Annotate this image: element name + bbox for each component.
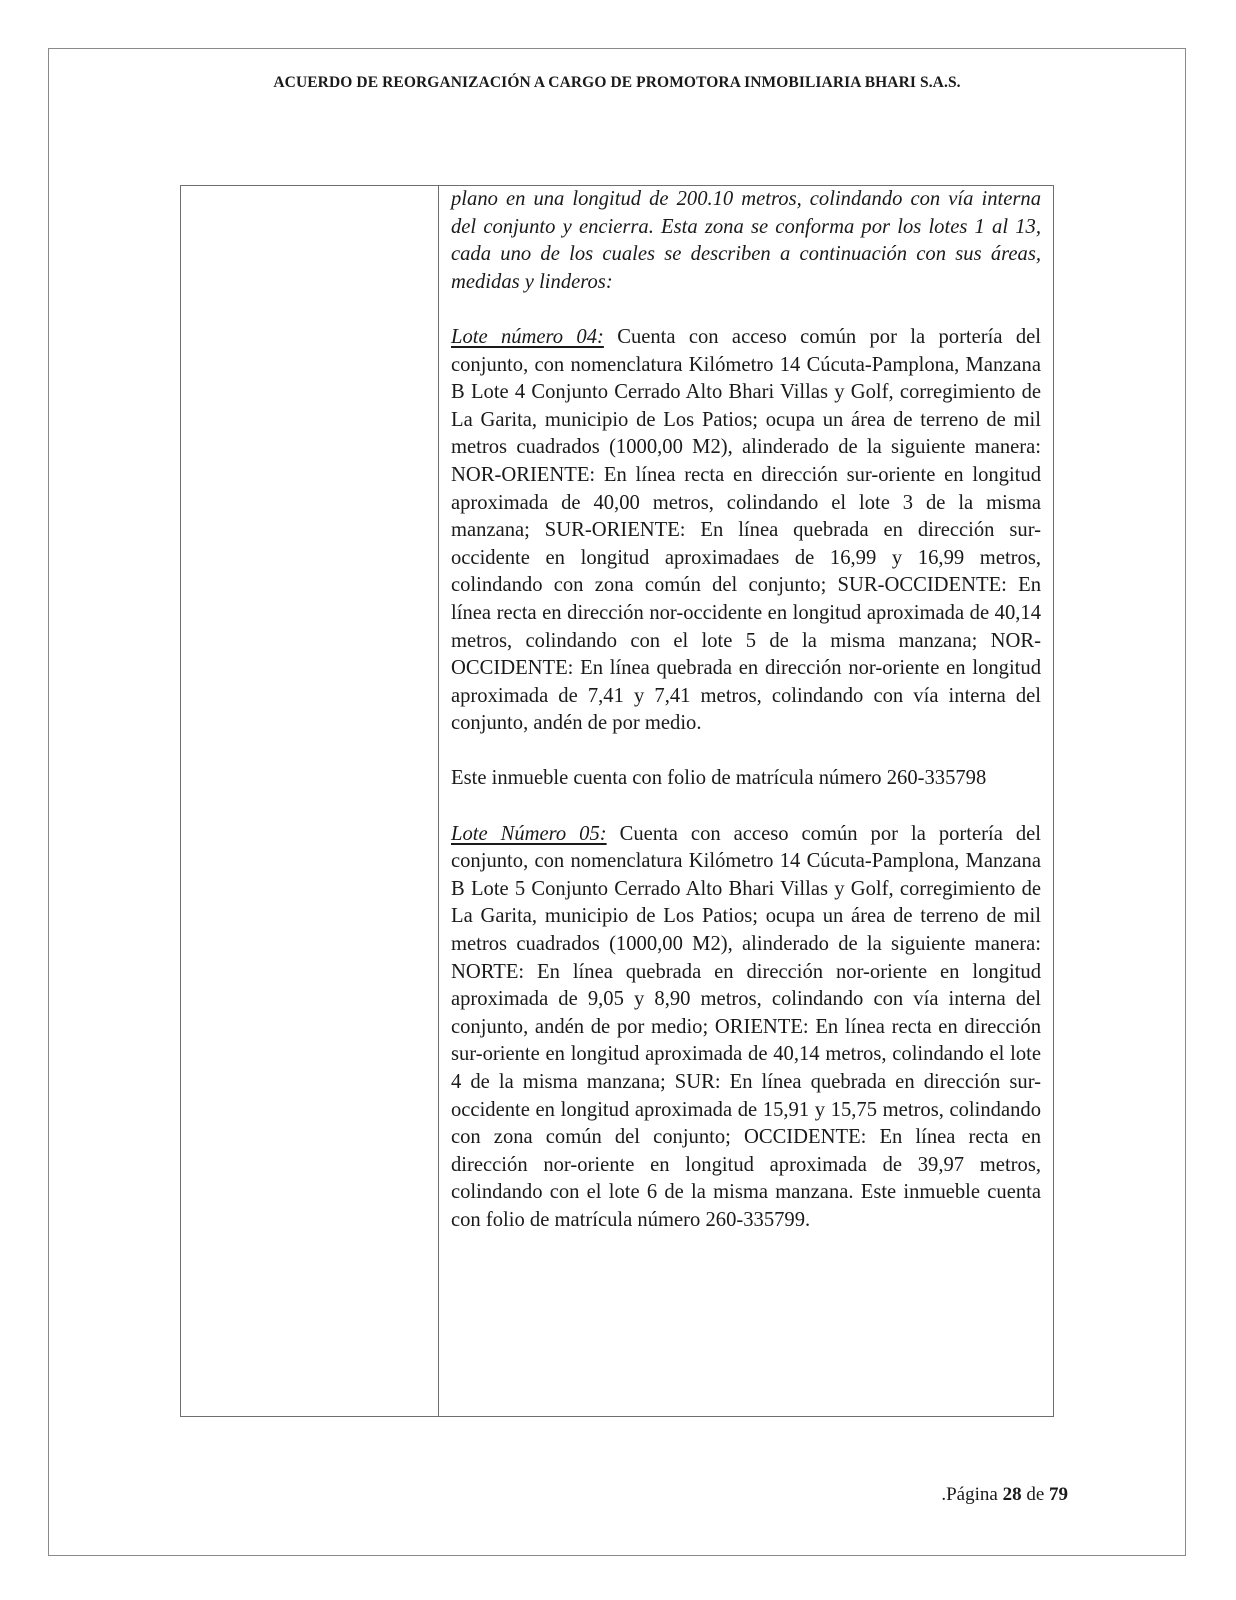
intro-paragraph: plano en una longitud de 200.10 metros, colindando con vía interna del conjunto y encierra. Esta zona se conforma por los lotes 1 al 13, cada uno de los cuales se describen a continuación con sus áreas, medidas y linderos:: [451, 188, 1041, 293]
lote-5-paragraph: [451, 821, 1041, 1235]
table-right-cell: [439, 186, 1053, 1416]
page-prefix: .Página: [941, 1484, 1003, 1505]
paragraph-gap: [451, 793, 1041, 821]
lote-4-paragraph: [451, 324, 1041, 738]
lote-5-heading: Lote Número 05:: [451, 822, 607, 845]
paragraph-gap: [451, 738, 1041, 766]
document-header-title: ACUERDO DE REORGANIZACIÓN A CARGO DE PROMOTORA INMOBILIARIA BHARI S.A.S.: [273, 74, 961, 91]
paragraph-gap: [451, 296, 1041, 324]
lote-4-body: Cuenta con acceso común por la portería del conjunto, con nomenclatura Kilómetro 14 Cúcuta-Pamplona, Manzana B Lote 4 Conjunto Cerrado Alto Bhari Villas y Golf, corregimiento de La Garita, municipio de Los Patios; ocupa un área de terreno de mil metros cuadrados (1000,00 M2), alinderado de la siguiente manera: NOR-ORIENTE: En línea recta en dirección sur-oriente en longitud aproximada de 40,00 metros, colindando el lote 3 de la misma manzana; SUR-ORIENTE: En línea quebrada en dirección sur-occidente en longitud aproximadaes de 16,99 y 16,99 metros, colindando con zona común del conjunto; SUR-OCCIDENTE: En línea recta en dirección nor-occidente en longitud aproximada de 40,14 metros, colindando con el lote 5 de la misma manzana; NOR-OCCIDENTE: En línea quebrada en dirección nor-oriente en longitud aproximada de 7,41 y 7,41 metros, colindando con vía interna del conjunto, andén de por medio.: [451, 325, 1041, 735]
table-left-cell: [181, 186, 439, 1416]
lote-4-folio: Este inmueble cuenta con folio de matrícula número 260-335798: [451, 767, 987, 790]
content-table: [180, 185, 1054, 1417]
current-page-number: 28: [1002, 1484, 1022, 1505]
lote-4-heading: Lote número 04:: [451, 325, 604, 348]
total-pages-number: 79: [1049, 1484, 1068, 1505]
page-number-footer: [941, 1484, 1068, 1506]
lote-5-body: Cuenta con acceso común por la portería del conjunto, con nomenclatura Kilómetro 14 Cúcuta-Pamplona, Manzana B Lote 5 Conjunto Cerrado Alto Bhari Villas y Golf, corregimiento de La Garita, municipio de Los Patios; ocupa un área de terreno de mil metros cuadrados (1000,00 M2), alinderado de la siguiente manera: NORTE: En línea quebrada en dirección nor-oriente en longitud aproximada de 9,05 y 8,90 metros, colindando con vía interna del conjunto, andén de por medio; ORIENTE: En línea recta en dirección sur-oriente en longitud aproximada de 40,14 metros, colindando el lote 4 de la misma manzana; SUR: En línea quebrada en dirección sur-occidente en longitud aproximada de 15,91 y 15,75 metros, colindando con zona común del conjunto; OCCIDENTE: En línea recta en dirección nor-oriente en longitud aproximada de 39,97 metros, colindando con el lote 6 de la misma manzana. Este inmueble cuenta con folio de matrícula número 260-335799.: [451, 822, 1041, 1231]
page-separator: de: [1021, 1484, 1049, 1505]
